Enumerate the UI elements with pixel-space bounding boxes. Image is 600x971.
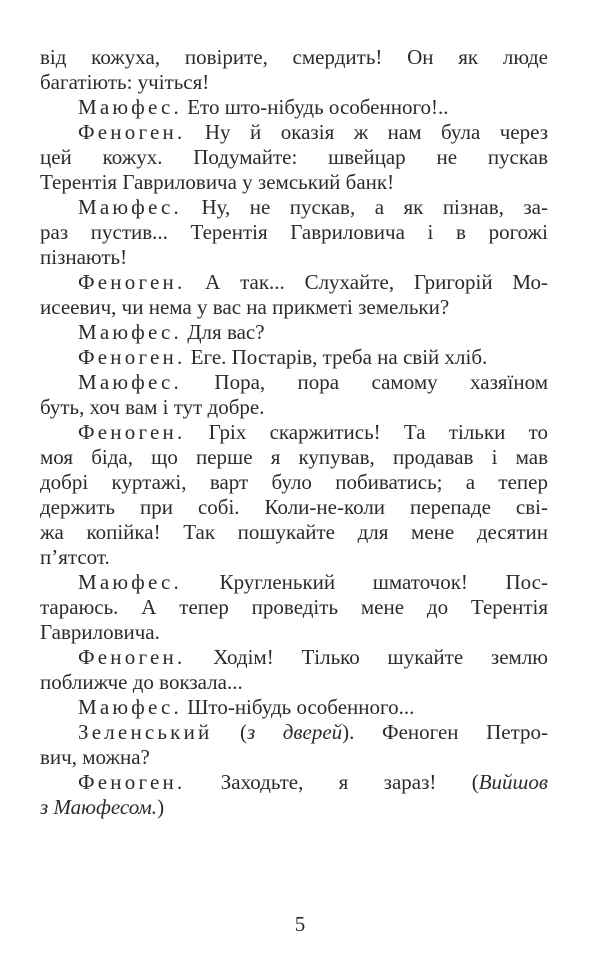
text-line (40, 470, 548, 495)
dialogue-text: Кругленький шматочок! Пос- (181, 570, 548, 594)
speaker-name: Феноген. (78, 120, 186, 144)
paragraph (40, 420, 548, 570)
text-line (40, 120, 548, 145)
text-line (40, 270, 548, 295)
text-line (40, 195, 548, 220)
dialogue-text: Гавриловича. (40, 620, 160, 644)
speaker-name: Зеленський (78, 720, 213, 744)
paragraph (40, 695, 548, 720)
text-line (40, 295, 548, 320)
dialogue-text: від кожуха, повірите, смердить! Он як люде (40, 45, 548, 69)
text-line (40, 520, 548, 545)
dialogue-text: Терентія Гавриловича у земський банк! (40, 170, 395, 194)
paragraph (40, 720, 548, 770)
text-line (40, 745, 548, 770)
dialogue-text: моя біда, що перше я купував, продавав і мав (40, 445, 548, 469)
paragraph (40, 570, 548, 645)
text-line (40, 770, 548, 795)
speaker-name: Феноген. (78, 420, 186, 444)
text-line (40, 620, 548, 645)
text-line (40, 645, 548, 670)
dialogue-text: Для вас? (181, 320, 265, 344)
dialogue-text: п’ятсот. (40, 545, 110, 569)
text-line (40, 145, 548, 170)
text-line (40, 545, 548, 570)
dialogue-text: Ето што-нібудь особенного!.. (181, 95, 449, 119)
paragraph (40, 195, 548, 270)
paragraph (40, 645, 548, 695)
text-line (40, 595, 548, 620)
dialogue-text: Што-нібудь особенного... (181, 695, 415, 719)
dialogue-text: Ну й оказія ж нам була через (185, 120, 548, 144)
text-line (40, 370, 548, 395)
dialogue-text: жа копійка! Так пошукайте для мене десятин (40, 520, 548, 544)
speaker-name: Маюфес. (78, 195, 182, 219)
paragraph (40, 320, 548, 345)
dialogue-text: Пора, пора самому хазяїном (181, 370, 548, 394)
text-line (40, 445, 548, 470)
paragraph (40, 270, 548, 320)
dialogue-text: вич, можна? (40, 745, 150, 769)
speaker-name: Маюфес. (78, 320, 182, 344)
page-body-text (40, 45, 548, 820)
speaker-name: Маюфес. (78, 570, 182, 594)
text-line (40, 345, 548, 370)
dialogue-text: Заходьте, я зараз! ( (185, 770, 479, 794)
dialogue-text: А так... Слухайте, Григорій Мо- (185, 270, 548, 294)
text-line (40, 495, 548, 520)
text-line (40, 70, 548, 95)
dialogue-text: ). Феноген Петро- (342, 720, 548, 744)
speaker-name: Феноген. (78, 345, 186, 369)
dialogue-text: ( (212, 720, 248, 744)
text-line (40, 320, 548, 345)
dialogue-text: держить при собі. Коли-не-коли перепаде сві- (40, 495, 548, 519)
dialogue-text: тараюсь. А тепер проведіть мене до Терентія (40, 595, 548, 619)
dialogue-text: багатіють: учіться! (40, 70, 210, 94)
dialogue-text: Еге. Постарів, треба на свій хліб. (185, 345, 488, 369)
text-line (40, 670, 548, 695)
stage-direction: Вийшов (478, 770, 548, 794)
text-line (40, 95, 548, 120)
page-number: 5 (294, 912, 306, 936)
speaker-name: Феноген. (78, 645, 186, 669)
speaker-name: Маюфес. (78, 95, 182, 119)
dialogue-text: исеевич, чи нема у вас на прикметі земельки? (40, 295, 450, 319)
text-line (40, 570, 548, 595)
dialogue-text: поближче до вокзала... (40, 670, 243, 694)
paragraph (40, 770, 548, 820)
text-line (40, 795, 548, 820)
dialogue-text: раз пустив... Терентія Гавриловича і в рогожі (40, 220, 548, 244)
paragraph (40, 120, 548, 195)
dialogue-text: Ходім! Тілько шукайте землю (185, 645, 548, 669)
paragraph (40, 45, 548, 95)
paragraph (40, 370, 548, 420)
stage-direction: з Маюфесом. (40, 795, 158, 819)
text-line (40, 720, 548, 745)
speaker-name: Феноген. (78, 770, 186, 794)
text-line (40, 245, 548, 270)
dialogue-text: ) (157, 795, 165, 819)
stage-direction: з дверей (247, 720, 343, 744)
text-line (40, 45, 548, 70)
dialogue-text: Гріх скаржитись! Та тільки то (185, 420, 548, 444)
dialogue-text: добрі куртажі, варт було побиватись; а тепер (40, 470, 548, 494)
dialogue-text: Ну, не пускав, а як пізнав, за- (181, 195, 548, 219)
speaker-name: Феноген. (78, 270, 186, 294)
dialogue-text: буть, хоч вам і тут добре. (40, 395, 265, 419)
speaker-name: Маюфес. (78, 370, 182, 394)
text-line (40, 170, 548, 195)
text-line (40, 695, 548, 720)
text-line (40, 395, 548, 420)
text-line (40, 220, 548, 245)
speaker-name: Маюфес. (78, 695, 182, 719)
paragraph (40, 345, 548, 370)
text-line (40, 420, 548, 445)
dialogue-text: цей кожух. Подумайте: швейцар не пускав (40, 145, 548, 169)
paragraph (40, 95, 548, 120)
dialogue-text: пізнають! (40, 245, 128, 269)
